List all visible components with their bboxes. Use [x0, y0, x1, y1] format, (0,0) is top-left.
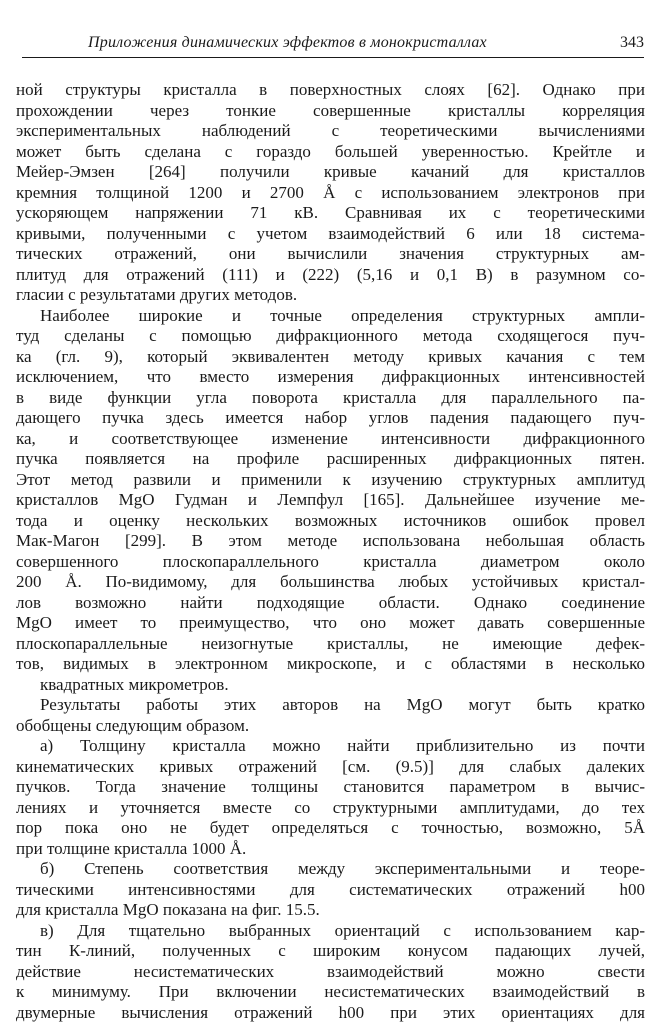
running-header — [22, 26, 644, 56]
text-line: б) Степень соответствия между экспериментальными и теоре- — [16, 859, 645, 880]
body-text — [16, 80, 645, 1023]
text-line: ной структуры кристалла в поверхностных слоях [62]. Однако при — [16, 80, 645, 101]
text-line: Результаты работы этих авторов на MgO могут быть кратко — [16, 695, 645, 716]
text-line: ка, и соответствующее изменение интенсивности дифракционного — [16, 429, 645, 450]
text-line: кинематических кривых отражений [см. (9.5)] для слабых далеких — [16, 757, 645, 778]
text-line: гласии с результатами других методов. — [16, 285, 645, 306]
text-line: тин К-линий, полученных с широким конусом падающих лучей, — [16, 941, 645, 962]
text-line: кристаллов MgO Гудман и Лемпфул [165]. Дальнейшее изучение ме- — [16, 490, 645, 511]
running-title: Приложения динамических эффектов в монокристаллах — [88, 34, 487, 52]
text-line: в виде функции угла поворота кристалла для параллельного па- — [16, 388, 645, 409]
text-line: может быть сделана с гораздо большей уверенностью. Крейтле и — [16, 142, 645, 163]
text-line: плитуд для отражений (111) и (222) (5,16 и 0,1 В) в разумном со- — [16, 265, 645, 286]
header-rule — [22, 57, 644, 58]
text-line: MgO имеет то преимущество, что оно может давать совершенные — [16, 613, 645, 634]
text-line: а) Толщину кристалла можно найти приблизительно из почти — [16, 736, 645, 757]
text-line: исключением, что вместо измерения дифракционных интенсивностей — [16, 367, 645, 388]
text-line: тов, видимых в электронном микроскопе, и с областями в несколько — [16, 654, 645, 675]
text-line: лов возможно найти подходящие области. Однако соединение — [16, 593, 645, 614]
text-line: ускоряющем напряжении 71 кВ. Сравнивая их с теоретическими — [16, 203, 645, 224]
text-line: пор пока оно не будет определяться с точностью, возможно, 5Å — [16, 818, 645, 839]
text-line: лениях и уточняется вместе со структурными амплитудами, до тех — [16, 798, 645, 819]
text-line: плоскопараллельные неизогнутые кристаллы, не имеющие дефек- — [16, 634, 645, 655]
text-line: обобщены следующим образом. — [16, 716, 645, 737]
text-line: Наиболее широкие и точные определения структурных ампли- — [16, 306, 645, 327]
text-line: дающего пучка здесь имеется набор углов падения падающего пуч- — [16, 408, 645, 429]
text-line: в) Для тщательно выбранных ориентаций с использованием кар- — [16, 921, 645, 942]
text-line: совершенного плоскопараллельного кристалла диаметром около — [16, 552, 645, 573]
text-line: прохождении через тонкие совершенные кристаллы корреляция — [16, 101, 645, 122]
page-number: 343 — [620, 34, 644, 52]
text-line: двумерные вычисления отражений h00 при этих ориентациях для — [16, 1003, 645, 1023]
text-line: экспериментальных наблюдений с теоретическими вычислениями — [16, 121, 645, 142]
text-line: для кристалла MgO показана на фиг. 15.5. — [16, 900, 645, 921]
text-line: 200 Å. По-видимому, для большинства любых устойчивых кристал- — [16, 572, 645, 593]
text-line: Этот метод развили и применили к изучению структурных амплитуд — [16, 470, 645, 491]
text-line: пучков. Тогда значение толщины становится параметром в вычис- — [16, 777, 645, 798]
text-line: тическими интенсивностями для систематических отражений h00 — [16, 880, 645, 901]
text-line: к минимуму. При включении несистематических взаимодействий в — [16, 982, 645, 1003]
text-line: тических отражений, они вычислили значения структурных ам- — [16, 244, 645, 265]
text-line: кремния толщиной 1200 и 2700 Å с использованием электронов при — [16, 183, 645, 204]
text-line: Мак-Магон [299]. В этом методе использована небольшая область — [16, 531, 645, 552]
text-line: кривыми, полученными с учетом взаимодействий 6 или 18 система- — [16, 224, 645, 245]
text-line: ка (гл. 9), который эквивалентен методу кривых качания с тем — [16, 347, 645, 368]
text-line: квадратных микрометров. — [16, 675, 645, 696]
text-line: Мейер-Эмзен [264] получили кривые качаний для кристаллов — [16, 162, 645, 183]
text-line: туд сделаны с помощью дифракционного метода сходящегося пуч- — [16, 326, 645, 347]
text-line: действие несистематических взаимодействий можно свести — [16, 962, 645, 983]
text-line: тода и оценку нескольких возможных источников ошибок провел — [16, 511, 645, 532]
text-line: при толщине кристалла 1000 Å. — [16, 839, 645, 860]
text-line: пучка появляется на профиле расширенных дифракционных пятен. — [16, 449, 645, 470]
